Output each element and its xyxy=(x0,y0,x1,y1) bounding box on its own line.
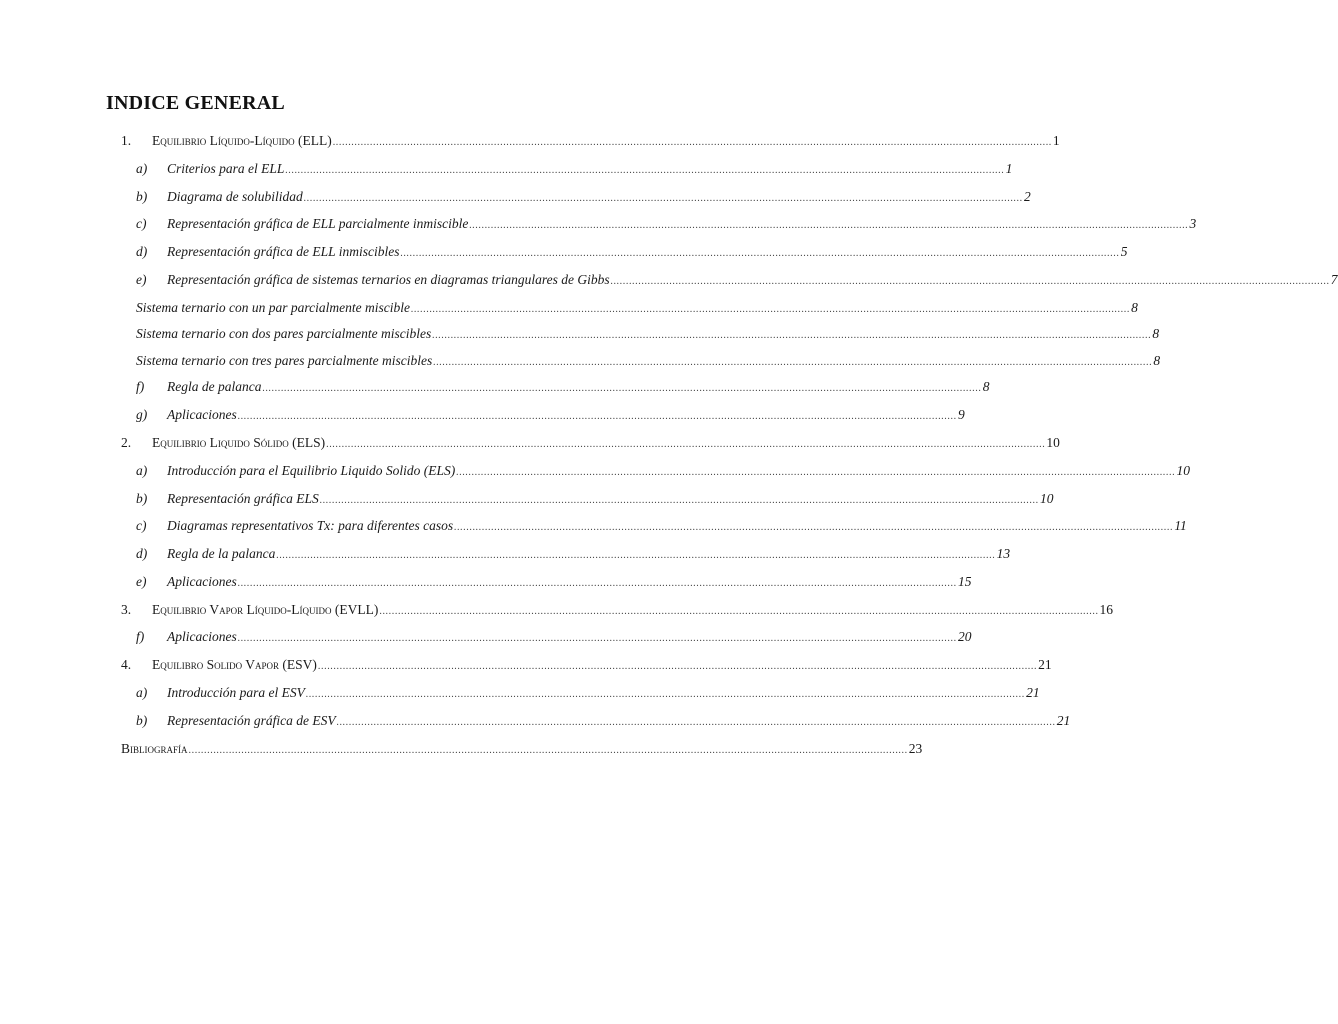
toc-dot-leader xyxy=(238,629,957,649)
toc-page-number: 21 xyxy=(1026,685,1040,700)
toc-entry[interactable] xyxy=(136,242,1128,262)
toc-dot-leader xyxy=(306,685,1025,705)
toc-entry-title: Regla de la palanca xyxy=(167,546,276,561)
toc-entry-title: Aplicaciones xyxy=(167,574,237,589)
toc-entry-number: f) xyxy=(136,379,145,394)
toc-dot-leader xyxy=(285,161,1004,181)
toc-entry[interactable] xyxy=(136,159,1013,179)
toc-entry-number: d) xyxy=(136,546,148,561)
toc-page-number: 16 xyxy=(1099,602,1114,617)
toc-entry[interactable] xyxy=(136,683,1040,703)
toc-page-number: 10 xyxy=(1046,435,1060,450)
toc-entry-number: c) xyxy=(136,518,147,533)
toc-entry[interactable] xyxy=(136,298,1138,318)
toc-entry-number: e) xyxy=(136,574,147,589)
toc-entry-number: g) xyxy=(136,407,148,422)
toc-entry[interactable] xyxy=(121,655,1052,675)
toc-page-number: 10 xyxy=(1176,463,1190,478)
toc-entry-title: Diagrama de solubilidad xyxy=(167,189,303,204)
toc-entry-title: Criterios para el ELL xyxy=(167,161,285,176)
toc-page-number: 1 xyxy=(1005,161,1013,176)
toc-page-number: 8 xyxy=(1131,300,1138,315)
toc-entry-title: Introducción para el ESV xyxy=(167,685,305,700)
toc-entry-number: 4. xyxy=(121,657,132,672)
toc-entry-number: a) xyxy=(136,685,148,700)
toc-page-number: 3 xyxy=(1189,216,1197,231)
toc-entry-title: Bibliografía xyxy=(121,741,188,756)
toc-entry-number: 2. xyxy=(121,435,132,450)
toc-dot-leader xyxy=(337,713,1056,733)
toc-dot-leader xyxy=(379,602,1098,622)
toc-entry-number: b) xyxy=(136,713,148,728)
toc-dot-leader xyxy=(333,133,1052,153)
toc-entry-title: Aplicaciones xyxy=(167,407,237,422)
toc-entry-title: Sistema ternario con tres pares parcialmente miscibles xyxy=(136,353,433,368)
toc-entry-title: Representación gráfica ELS xyxy=(167,491,319,506)
toc-page-number: 8 xyxy=(1153,353,1161,368)
toc-page-number: 10 xyxy=(1039,491,1054,506)
toc-dot-leader xyxy=(469,216,1188,236)
toc-dot-leader xyxy=(262,379,981,399)
toc-entry[interactable] xyxy=(136,405,965,425)
toc-dot-leader xyxy=(238,407,957,427)
toc-entry-title: Equilibrio Liquido Sólido (ELS) xyxy=(152,435,326,450)
toc-page-number: 7 xyxy=(1330,272,1338,287)
toc-entry[interactable] xyxy=(136,270,1338,290)
toc-entry-title: Representación gráfica de ELL inmiscibles xyxy=(167,244,400,259)
toc-page-number: 1 xyxy=(1052,133,1060,148)
toc-entry[interactable] xyxy=(136,572,972,592)
toc-page-number: 8 xyxy=(982,379,990,394)
toc-entry-number: 1. xyxy=(121,133,132,148)
toc-entry-number: a) xyxy=(136,463,148,478)
toc-entry-title: Aplicaciones xyxy=(167,629,237,644)
toc-page-number: 11 xyxy=(1174,518,1187,533)
toc-entry[interactable] xyxy=(121,600,1114,620)
toc-page-number: 2 xyxy=(1023,189,1031,204)
toc-entry-number: b) xyxy=(136,491,148,506)
toc-entry[interactable] xyxy=(136,187,1031,207)
toc-entry[interactable] xyxy=(136,351,1161,371)
toc-entry[interactable] xyxy=(136,324,1160,344)
toc-entry-title: Representación gráfica de sistemas ternarios en diagramas triangulares de Gibbs xyxy=(167,272,610,287)
toc-dot-leader xyxy=(454,518,1173,538)
toc-entry-title: Diagramas representativos Tx: para diferentes casos xyxy=(167,518,454,533)
toc-entry-title: Sistema ternario con un par parcialmente miscible xyxy=(136,300,410,315)
toc-page-number: 21 xyxy=(1038,657,1052,672)
toc-entry[interactable] xyxy=(136,627,972,647)
toc-page-number: 23 xyxy=(908,741,923,756)
toc-entry[interactable] xyxy=(136,377,990,397)
toc-entry[interactable] xyxy=(136,544,1011,564)
toc-page-number: 20 xyxy=(957,629,972,644)
toc-entry-title: Representación gráfica de ELL parcialmente inmiscible xyxy=(167,216,469,231)
toc-dot-leader xyxy=(326,435,1045,455)
toc-entry[interactable] xyxy=(121,131,1060,151)
toc-entry-title: Introducción para el Equilibrio Liquido Solido (ELS) xyxy=(167,463,456,478)
toc-entry[interactable] xyxy=(136,516,1187,536)
toc-entry[interactable] xyxy=(136,711,1071,731)
toc-dot-leader xyxy=(400,244,1119,264)
toc-entry[interactable] xyxy=(136,214,1197,234)
toc-entry-title: Equilibro Solido Vapor (ESV) xyxy=(152,657,317,672)
toc-entry-number: c) xyxy=(136,216,147,231)
toc-dot-leader xyxy=(432,326,1151,346)
toc-dot-leader xyxy=(456,463,1175,483)
toc-dot-leader xyxy=(238,574,957,594)
toc-page-number: 8 xyxy=(1152,326,1160,341)
toc-entry-number: 3. xyxy=(121,602,132,617)
toc-dot-leader xyxy=(611,272,1330,292)
toc-entry-number: a) xyxy=(136,161,148,176)
toc-entry-number: e) xyxy=(136,272,147,287)
toc-entry[interactable] xyxy=(121,433,1060,453)
toc-entry[interactable] xyxy=(136,461,1190,481)
toc-dot-leader xyxy=(411,300,1130,320)
toc-dot-leader xyxy=(318,657,1037,677)
toc-entry-title: Regla de palanca xyxy=(167,379,262,394)
toc-entry-number: f) xyxy=(136,629,145,644)
toc-dot-leader xyxy=(304,189,1023,209)
toc-dot-leader xyxy=(276,546,995,566)
toc-page-number: 21 xyxy=(1056,713,1071,728)
toc-page-number: 15 xyxy=(957,574,972,589)
toc-dot-leader xyxy=(320,491,1039,511)
page-title: INDICE GENERAL xyxy=(106,92,285,114)
toc-entry-title: Equilibrio Líquido-Líquido (ELL) xyxy=(152,133,332,148)
toc-dot-leader xyxy=(189,741,908,761)
toc-dot-leader xyxy=(433,353,1152,373)
toc-page-number: 5 xyxy=(1120,244,1128,259)
toc-entry-title: Equilibrio Vapor Líquido-Líquido (EVLL) xyxy=(152,602,379,617)
toc-entry[interactable] xyxy=(121,739,923,759)
toc-entry-title: Representación gráfica de ESV xyxy=(167,713,336,728)
toc-entry-number: b) xyxy=(136,189,148,204)
toc-entry-title: Sistema ternario con dos pares parcialmente miscibles xyxy=(136,326,432,341)
toc-entry[interactable] xyxy=(136,489,1054,509)
toc-page-number: 13 xyxy=(996,546,1011,561)
toc-entry-number: d) xyxy=(136,244,148,259)
toc-page-number: 9 xyxy=(957,407,965,422)
